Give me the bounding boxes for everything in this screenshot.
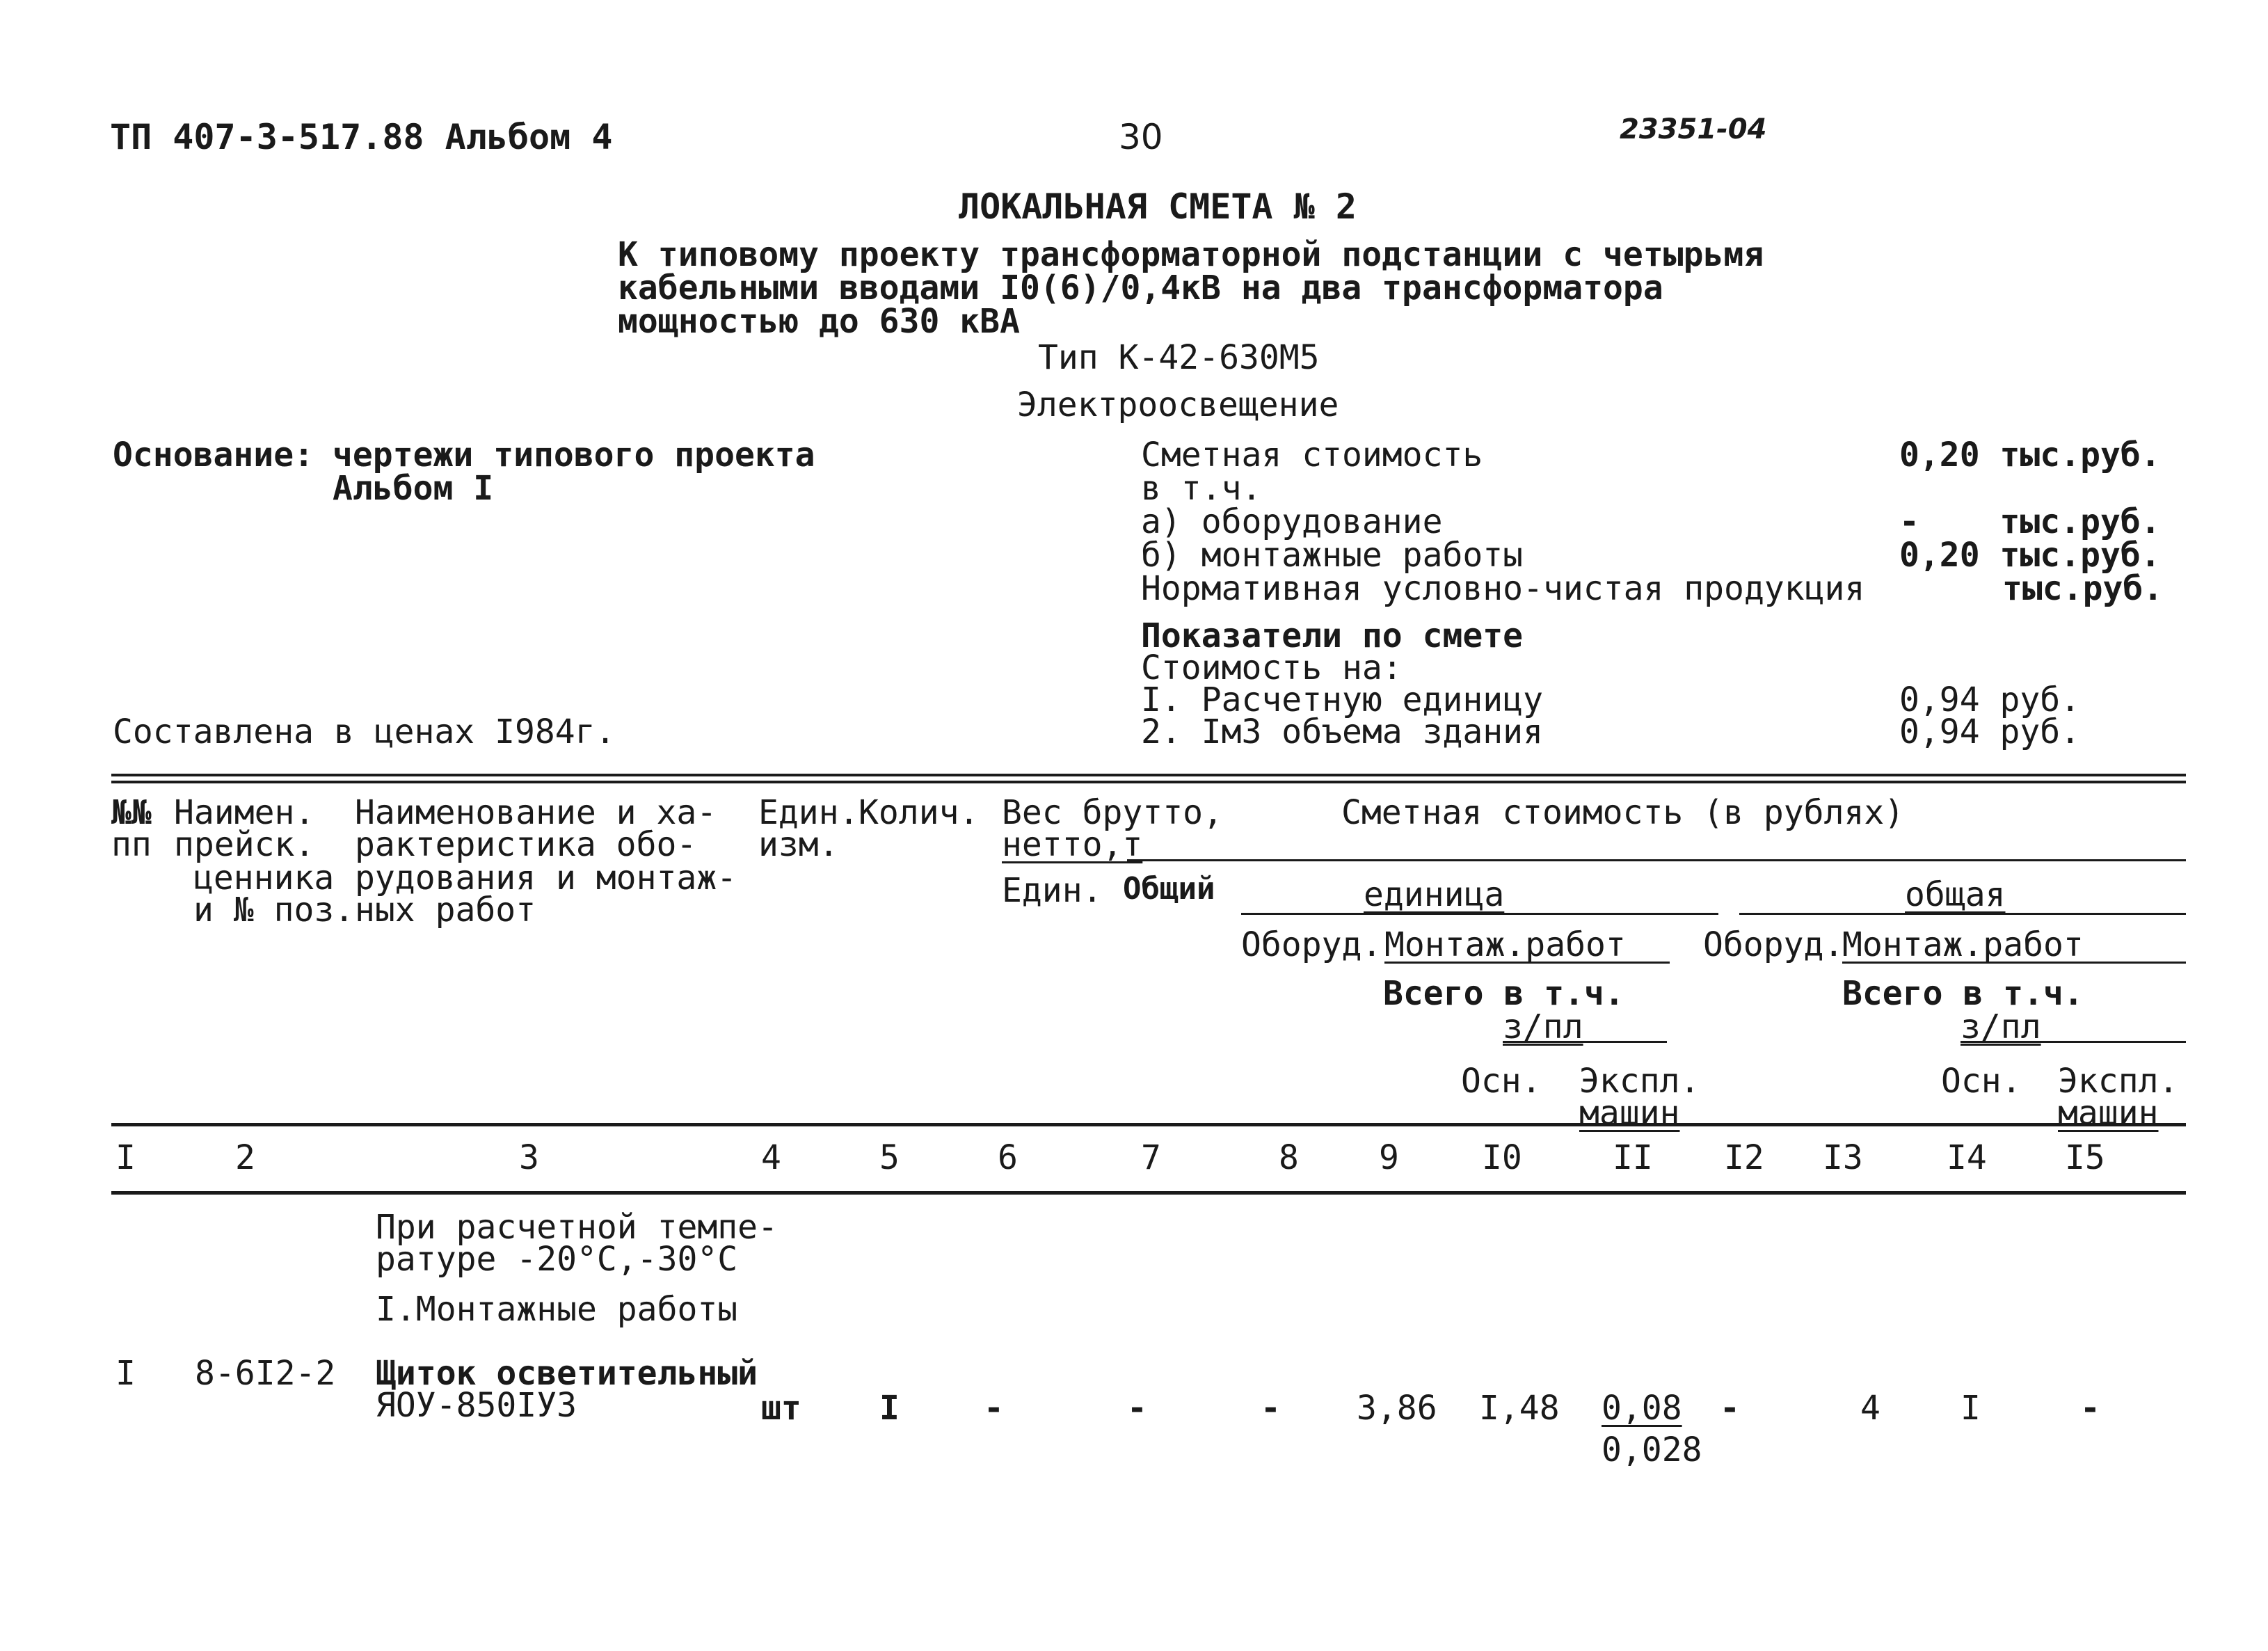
title-line-1: К типовому проекту трансформаторной подстанции с четырьмя bbox=[618, 235, 1764, 274]
including-label: в т.ч. bbox=[1141, 469, 1262, 508]
colnum-9: 9 bbox=[1379, 1138, 1399, 1177]
colnum-4: 4 bbox=[761, 1138, 781, 1177]
colnum-14: I4 bbox=[1947, 1138, 1987, 1177]
installation-label: б) монтажные работы bbox=[1141, 536, 1524, 575]
unit-main-header: Осн. bbox=[1461, 1062, 1542, 1101]
unit-cost-value: 0,94 руб. bbox=[1899, 680, 2081, 719]
unit-cost-group-header: единица bbox=[1364, 875, 1505, 914]
column-numbers-top-rule bbox=[111, 1123, 2186, 1126]
colnum-10: I0 bbox=[1482, 1138, 1522, 1177]
weight-header-1: Вес брутто, bbox=[1002, 793, 1223, 832]
cost-label: Сметная стоимость bbox=[1141, 436, 1483, 474]
row-col9: 3,86 bbox=[1357, 1389, 1437, 1428]
colnum-7: 7 bbox=[1141, 1138, 1161, 1177]
row-col7: - bbox=[1127, 1389, 1147, 1428]
row-unit: шт bbox=[761, 1389, 801, 1428]
weight-unit-header: Един. bbox=[1002, 871, 1103, 910]
colnum-13: I3 bbox=[1823, 1138, 1863, 1177]
indicators-label: Показатели по смете bbox=[1141, 616, 1524, 655]
row-col6: - bbox=[984, 1389, 1004, 1428]
col2-header-2: прейск. bbox=[174, 825, 315, 864]
total-main-header: Осн. bbox=[1941, 1062, 2022, 1101]
row-price-code: 8-6I2-2 bbox=[195, 1354, 336, 1393]
equipment-value: - тыс.руб. bbox=[1899, 502, 2161, 541]
temperature-note-2: ратуре -20°С,-30°С bbox=[376, 1240, 738, 1279]
total-cost-group-header: общая bbox=[1905, 875, 2006, 914]
unit-machines-header-2: машин bbox=[1579, 1094, 1680, 1133]
total-all-incl-header: Всего в т.ч. bbox=[1842, 974, 2084, 1013]
colnum-8: 8 bbox=[1279, 1138, 1299, 1177]
row-col13: 4 bbox=[1860, 1389, 1880, 1428]
total-install-rule bbox=[1842, 962, 2186, 964]
total-equipment-header: Оборуд. bbox=[1703, 925, 1844, 964]
col3-header-4: ных работ bbox=[355, 891, 536, 930]
price-level: Составлена в ценах I984г. bbox=[113, 712, 616, 751]
unit-zpl-header: з/пл bbox=[1503, 1007, 1583, 1046]
doc-reference: ТП 407-3-517.88 Альбом 4 bbox=[110, 117, 613, 157]
volume-cost-label: 2. Iм3 объема здания bbox=[1141, 712, 1543, 751]
total-machines-header-1: Экспл. bbox=[2058, 1062, 2179, 1101]
estimate-title: ЛОКАЛЬНАЯ СМЕТА № 2 bbox=[959, 186, 1357, 227]
handwritten-stamp: 23351-04 bbox=[1620, 113, 1767, 145]
col5-header: Колич. bbox=[859, 793, 980, 832]
cost-header: Сметная стоимость (в рублях) bbox=[1341, 793, 1905, 832]
total-machines-header-2: машин bbox=[2058, 1094, 2159, 1133]
col2-header-1: Наимен. bbox=[174, 793, 315, 832]
title-line-2: кабельными вводами I0(6)/0,4кВ на два трансформатора bbox=[618, 269, 1663, 308]
basis-label: Основание: bbox=[113, 436, 314, 474]
type-label: Тип К-42-630М5 bbox=[1038, 338, 1320, 377]
colnum-3: 3 bbox=[519, 1138, 539, 1177]
table-top-rule-2 bbox=[111, 781, 2186, 783]
unit-zpl-rule bbox=[1503, 1041, 1667, 1043]
table-top-rule bbox=[111, 774, 2186, 776]
colnum-1: I bbox=[115, 1138, 136, 1177]
row-quantity: I bbox=[879, 1389, 900, 1428]
col4-header-2: изм. bbox=[758, 825, 839, 864]
unit-group-rule bbox=[1241, 913, 1718, 915]
net-production-label: Нормативная условно-чистая продукция bbox=[1141, 569, 1865, 608]
weight-header-2: нетто,т bbox=[1002, 825, 1143, 864]
col3-header-1: Наименование и ха- bbox=[355, 793, 717, 832]
basis-line-1: чертежи типового проекта bbox=[333, 436, 815, 474]
col4-header-1: Един. bbox=[758, 793, 859, 832]
total-zpl-rule bbox=[1960, 1041, 2186, 1043]
colnum-6: 6 bbox=[998, 1138, 1018, 1177]
total-installation-header: Монтаж.работ bbox=[1842, 925, 2084, 964]
total-group-rule bbox=[1739, 913, 2186, 915]
section-heading: I.Монтажные работы bbox=[376, 1290, 738, 1329]
row-item-name-2: ЯОУ-850IУ3 bbox=[376, 1386, 577, 1425]
colnum-15: I5 bbox=[2065, 1138, 2105, 1177]
colnum-5: 5 bbox=[879, 1138, 900, 1177]
volume-cost-value: 0,94 руб. bbox=[1899, 712, 2081, 751]
total-zpl-header: з/пл bbox=[1960, 1007, 2041, 1046]
colnum-11: II bbox=[1613, 1138, 1653, 1177]
row-number: I bbox=[115, 1354, 136, 1393]
net-production-value: тыс.руб. bbox=[2002, 569, 2164, 608]
cost-value: 0,20 тыс.руб. bbox=[1899, 436, 2161, 474]
title-line-3: мощностью до 630 кВА bbox=[618, 302, 1020, 341]
column-numbers-bottom-rule bbox=[111, 1191, 2186, 1195]
equipment-label: а) оборудование bbox=[1141, 502, 1443, 541]
unit-installation-header: Монтаж.работ bbox=[1384, 925, 1626, 964]
row-col11-sub: 0,028 bbox=[1602, 1430, 1702, 1469]
row-item-name-1: Щиток осветительный bbox=[376, 1354, 758, 1393]
colnum-12: I2 bbox=[1724, 1138, 1764, 1177]
col2-header-3: ценника bbox=[193, 859, 335, 898]
unit-machines-header-1: Экспл. bbox=[1579, 1062, 1700, 1101]
row-col14: I bbox=[1960, 1389, 1981, 1428]
row-col12: - bbox=[1720, 1389, 1740, 1428]
row-col10: I,48 bbox=[1479, 1389, 1560, 1428]
unit-equipment-header: Оборуд. bbox=[1241, 925, 1382, 964]
row-col11: 0,08 bbox=[1602, 1389, 1682, 1428]
weight-rule bbox=[1127, 859, 2186, 861]
col1-header-2: пп bbox=[111, 825, 152, 864]
unit-cost-label: I. Расчетную единицу bbox=[1141, 680, 1543, 719]
col3-header-2: рактеристика обо- bbox=[355, 825, 697, 864]
weight-total-header: Общий bbox=[1123, 871, 1215, 907]
col3-header-3: рудования и монтаж- bbox=[355, 859, 737, 898]
basis-line-2: Альбом I bbox=[333, 469, 494, 508]
unit-all-incl-header: Всего в т.ч. bbox=[1383, 974, 1624, 1013]
row-col8: - bbox=[1261, 1389, 1281, 1428]
section-label: Электроосвещение bbox=[1017, 385, 1339, 424]
installation-value: 0,20 тыс.руб. bbox=[1899, 536, 2161, 575]
page-number: 30 bbox=[1119, 117, 1163, 157]
colnum-2: 2 bbox=[235, 1138, 255, 1177]
col1-header-1: №№ bbox=[111, 793, 152, 832]
row-col15: - bbox=[2080, 1389, 2100, 1428]
unit-install-rule bbox=[1384, 962, 1670, 964]
temperature-note-1: При расчетной темпе- bbox=[376, 1208, 778, 1247]
col2-header-4: и № поз. bbox=[193, 891, 355, 930]
cost-per-label: Стоимость на: bbox=[1141, 648, 1403, 687]
